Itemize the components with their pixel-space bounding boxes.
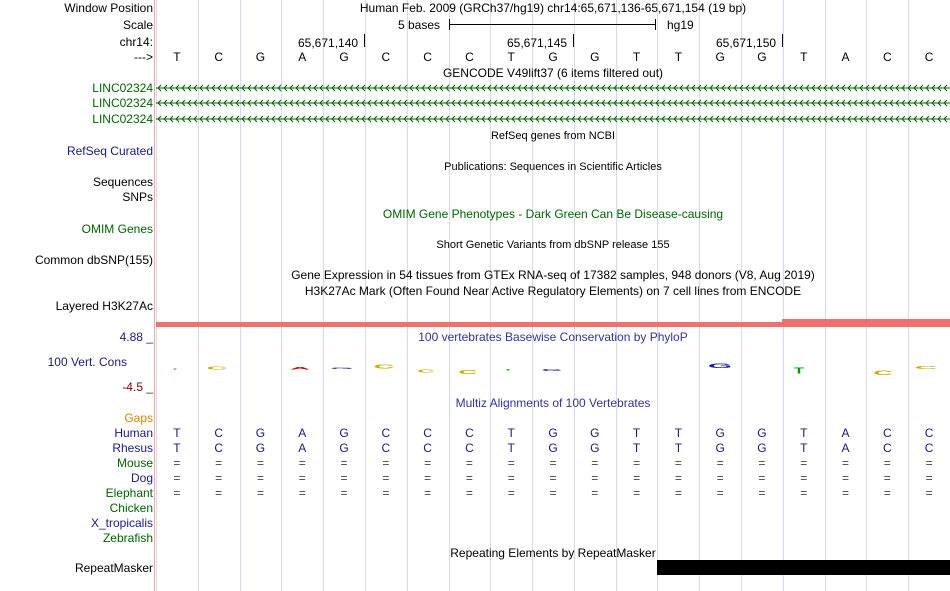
base: C: [381, 441, 391, 455]
base: G: [757, 426, 767, 440]
base: =: [716, 471, 724, 485]
base: G: [715, 441, 725, 455]
scale-assembly: hg19: [667, 18, 694, 32]
base: G: [255, 50, 266, 64]
base: =: [842, 486, 850, 500]
base: G: [339, 426, 349, 440]
label-gencode-1[interactable]: LINC02324: [92, 81, 153, 95]
svg-text:C: C: [373, 363, 395, 370]
base: =: [340, 471, 348, 485]
label-dbsnp[interactable]: Common dbSNP(155): [34, 253, 153, 267]
gencode-track-title: GENCODE V49lift37 (6 items filtered out): [442, 66, 664, 80]
base: =: [758, 456, 766, 470]
base: =: [633, 471, 641, 485]
base: C: [924, 441, 934, 455]
label-chrom: chr14:: [119, 35, 153, 49]
base: =: [549, 486, 557, 500]
base: G: [590, 441, 600, 455]
base: =: [256, 486, 264, 500]
window-position-text: Human Feb. 2009 (GRCh37/hg19) chr14:65,671,136-65,671,154 (19 bp): [359, 1, 747, 15]
label-repeatmasker[interactable]: RepeatMasker: [74, 561, 153, 575]
label-window-position: Window Position: [64, 1, 153, 15]
base: =: [382, 456, 390, 470]
base: A: [841, 50, 850, 64]
base: =: [465, 456, 473, 470]
base: =: [883, 456, 891, 470]
base: A: [298, 441, 307, 455]
refseq-track-title: RefSeq genes from NCBI: [490, 130, 616, 142]
svg-text:C: C: [206, 365, 228, 371]
repeat-element[interactable]: [657, 560, 950, 575]
sidebar-divider: [154, 0, 155, 591]
base: =: [424, 486, 432, 500]
label-phylop-max: 4.88 _: [119, 330, 153, 344]
label-phylop-min: -4.5 _: [122, 380, 153, 394]
base: =: [298, 471, 306, 485]
reference-sequence[interactable]: [156, 50, 950, 64]
label-rhesus[interactable]: Rhesus: [112, 441, 153, 455]
dbsnp-track-title: Short Genetic Variants from dbSNP release 155: [436, 239, 670, 251]
gencode-features[interactable]: [156, 80, 950, 126]
base: =: [549, 456, 557, 470]
coord-label: 65,671,145: [507, 36, 568, 50]
base: G: [339, 50, 349, 64]
base: =: [716, 486, 724, 500]
base: C: [423, 441, 432, 455]
label-gencode-2[interactable]: LINC02324: [92, 96, 153, 110]
dog-alignment[interactable]: [156, 471, 950, 485]
omim-track-title: OMIM Gene Phenotypes - Dark Green Can Be Disease-causing: [382, 207, 724, 221]
svg-text:G: G: [707, 362, 733, 370]
base: =: [173, 456, 181, 470]
base: C: [924, 426, 934, 440]
base: C: [924, 50, 934, 64]
base: =: [591, 486, 599, 500]
base: =: [925, 471, 933, 485]
label-mouse[interactable]: Mouse: [116, 456, 153, 470]
base: T: [173, 50, 181, 64]
base: T: [507, 426, 515, 440]
base: =: [842, 456, 850, 470]
base: =: [382, 486, 390, 500]
base: T: [800, 441, 808, 455]
svg-text:C: C: [914, 364, 938, 370]
base: =: [340, 486, 348, 500]
base: =: [173, 486, 181, 500]
base: C: [882, 426, 892, 440]
base: C: [882, 50, 892, 64]
base: =: [591, 456, 599, 470]
label-zebrafish[interactable]: Zebrafish: [102, 531, 153, 545]
label-sequences[interactable]: Sequences: [92, 175, 153, 189]
base: =: [842, 471, 850, 485]
mouse-alignment[interactable]: [156, 456, 950, 470]
base: =: [298, 486, 306, 500]
label-h3k27ac[interactable]: Layered H3K27Ac: [55, 299, 153, 313]
base: G: [548, 426, 558, 440]
label-gaps[interactable]: Gaps: [124, 411, 153, 425]
base: =: [800, 471, 808, 485]
base: =: [716, 456, 724, 470]
base: C: [465, 50, 474, 64]
base: =: [424, 471, 432, 485]
base: C: [465, 426, 474, 440]
label-elephant[interactable]: Elephant: [105, 486, 153, 500]
base: G: [255, 426, 266, 440]
base: C: [381, 426, 391, 440]
pubs-track-title: Publications: Sequences in Scientific Articles: [444, 161, 662, 173]
base: T: [173, 441, 181, 455]
base: =: [758, 471, 766, 485]
multiz-track-title: Multiz Alignments of 100 Vertebrates: [455, 396, 651, 410]
phylop-logo[interactable]: [156, 358, 950, 380]
label-scale: Scale: [122, 18, 153, 32]
base: C: [423, 50, 432, 64]
base: =: [883, 471, 891, 485]
base: T: [632, 50, 641, 64]
base: C: [465, 441, 474, 455]
base: =: [800, 486, 808, 500]
gtex-track-title: Gene Expression in 54 tissues from GTEx RNA-seq of 17382 samples, 948 donors (V8, Aug 2019): [291, 268, 815, 282]
base: =: [507, 471, 515, 485]
base: C: [214, 50, 223, 64]
base: =: [549, 471, 557, 485]
repeat-track-title: Repeating Elements by RepeatMasker: [450, 546, 656, 560]
base: A: [298, 426, 307, 440]
base: =: [633, 486, 641, 500]
elephant-alignment[interactable]: [156, 486, 950, 500]
base: =: [256, 456, 264, 470]
coord-label: 65,671,150: [716, 36, 777, 50]
base: =: [465, 486, 473, 500]
base: =: [424, 456, 432, 470]
base: =: [256, 471, 264, 485]
base: =: [674, 471, 682, 485]
base: G: [339, 441, 349, 455]
base: T: [800, 426, 808, 440]
svg-text:T: T: [505, 369, 511, 373]
h3k27ac-signal-peak[interactable]: [782, 319, 950, 327]
svg-text:G: G: [541, 368, 563, 372]
base: =: [925, 456, 933, 470]
scale-text: 5 bases: [398, 18, 441, 32]
base: =: [507, 486, 515, 500]
base: G: [715, 426, 725, 440]
base: G: [715, 50, 725, 64]
svg-text:T: T: [172, 368, 178, 371]
base: G: [757, 441, 767, 455]
base: A: [298, 50, 307, 64]
label-dog[interactable]: Dog: [130, 471, 153, 485]
base: =: [382, 471, 390, 485]
base: =: [674, 456, 682, 470]
base: =: [758, 486, 766, 500]
svg-text:C: C: [458, 369, 478, 376]
base: C: [381, 50, 391, 64]
base: =: [215, 486, 223, 500]
base: T: [632, 426, 641, 440]
label-chicken[interactable]: Chicken: [109, 501, 153, 515]
base: T: [674, 50, 683, 64]
base: =: [298, 456, 306, 470]
base: T: [507, 50, 515, 64]
base: G: [548, 441, 558, 455]
base: =: [591, 471, 599, 485]
base: A: [841, 426, 850, 440]
base: =: [800, 456, 808, 470]
base: =: [215, 456, 223, 470]
h3k27ac-track-title: H3K27Ac Mark (Often Found Near Active Regulatory Elements) on 7 cell lines from ENCODE: [304, 284, 802, 298]
base: C: [423, 426, 432, 440]
label-xtropicalis[interactable]: X_tropicalis: [90, 516, 153, 530]
base: G: [757, 50, 767, 64]
base: =: [215, 471, 223, 485]
label-omim[interactable]: OMIM Genes: [81, 222, 153, 236]
base: =: [465, 471, 473, 485]
base: =: [883, 486, 891, 500]
label-refseq[interactable]: RefSeq Curated: [66, 144, 153, 158]
svg-text:A: A: [289, 366, 311, 371]
base: C: [214, 441, 223, 455]
h3k27ac-signal[interactable]: [156, 322, 782, 327]
base: G: [255, 441, 266, 455]
label-gencode-3[interactable]: LINC02324: [92, 112, 153, 126]
base: T: [632, 441, 641, 455]
label-snps[interactable]: SNPs: [122, 190, 153, 204]
base: T: [173, 426, 181, 440]
base: =: [173, 471, 181, 485]
human-alignment[interactable]: [156, 426, 950, 440]
base: =: [507, 456, 515, 470]
base: T: [507, 441, 515, 455]
base: =: [340, 456, 348, 470]
label-phylop[interactable]: 100 Vert. Cons: [47, 355, 127, 369]
base: =: [925, 486, 933, 500]
label-human[interactable]: Human: [114, 426, 153, 440]
base: T: [674, 441, 683, 455]
svg-text:T: T: [793, 365, 805, 376]
coord-label: 65,671,140: [298, 36, 359, 50]
base: T: [800, 50, 808, 64]
svg-text:G: G: [330, 367, 354, 370]
base: G: [548, 50, 558, 64]
label-strand-arrow: --->: [134, 50, 153, 64]
svg-text:C: C: [873, 369, 893, 377]
phylop-track-title: 100 vertebrates Basewise Conservation by PhyloP: [418, 330, 688, 344]
base: C: [882, 441, 892, 455]
base: C: [214, 426, 223, 440]
svg-text:C: C: [417, 368, 435, 374]
base: T: [674, 426, 683, 440]
rhesus-alignment[interactable]: [156, 441, 950, 455]
base: A: [841, 441, 850, 455]
base: G: [590, 426, 600, 440]
base: =: [633, 456, 641, 470]
base: G: [590, 50, 600, 64]
base: =: [674, 486, 682, 500]
